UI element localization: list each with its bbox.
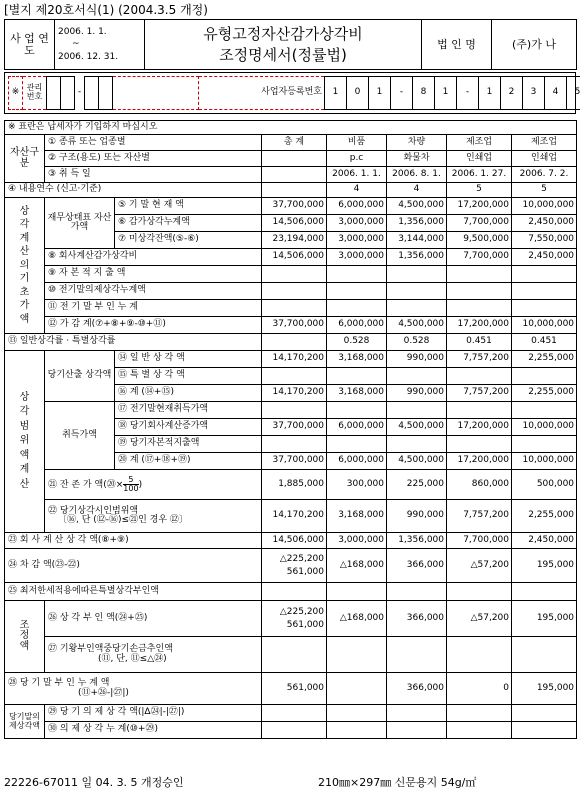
cell: 17,200,000 <box>447 317 512 334</box>
biz-digit: 8 <box>413 77 435 110</box>
notice-row: ※ 표란은 납세자가 기입하지 마십시오 <box>5 121 577 135</box>
col-header: 제조업 <box>447 135 512 151</box>
year-to: 2006. 12. 31. <box>58 51 119 62</box>
period-end-amount-label: ⑤ 기 말 현 재 액 <box>115 198 262 215</box>
cell <box>447 583 512 601</box>
biz-digit: 1 <box>435 77 457 110</box>
difference-label: ㉔ 차 감 액(㉓-㉒) <box>5 549 262 583</box>
period-end-disallowed-line2: (⑪+㉖-|㉗|) <box>78 687 129 698</box>
cell: 7,700,000 <box>447 533 512 549</box>
period-end-disallowed-line1: ㉘ 당 기 말 부 인 누 계 액 <box>8 678 110 689</box>
disallowed-depreciation-label: ㉖ 상 각 부 인 액(㉔+㉕) <box>45 601 262 637</box>
acquisition-date-label: ③ 취 득 일 <box>45 167 262 183</box>
cell <box>262 368 327 385</box>
residual-fraction <box>123 476 138 493</box>
cell <box>447 402 512 419</box>
cell: △57,200 <box>447 601 512 637</box>
cell: 4 <box>327 183 387 198</box>
reversal-label <box>45 637 262 673</box>
cell: 7,550,000 <box>512 232 577 249</box>
mgmt-box-4 <box>99 77 113 110</box>
cell: 6,000,000 <box>327 453 387 470</box>
allowed-limit-label <box>45 500 262 533</box>
asset-type-label: ① 종류 또는 업종별 <box>45 135 262 151</box>
cell <box>262 334 327 351</box>
cell: 7,700,000 <box>447 249 512 266</box>
cell: 4,500,000 <box>387 419 447 436</box>
cell: 17,200,000 <box>447 419 512 436</box>
id-row-table <box>8 76 580 110</box>
form-title-line1: 유형고정자산감가상각비 <box>203 25 363 44</box>
cell <box>387 637 447 673</box>
cell: 2006. 8. 1. <box>387 167 447 183</box>
cell: 2,450,000 <box>512 215 577 232</box>
cell: 2,450,000 <box>512 533 577 549</box>
cell <box>262 549 327 583</box>
biz-digit: 1 <box>325 77 347 110</box>
cell <box>512 722 577 739</box>
asset-structure-label: ② 구조(용도) 또는 자산별 <box>45 151 262 167</box>
cell <box>447 637 512 673</box>
cell <box>327 673 387 705</box>
cell: 인쇄업 <box>447 151 512 167</box>
allowed-limit-line2: 〔⑯, 단 (⑫-⑯)≤㉑인 경우 ⑫〕 <box>58 515 188 525</box>
cell <box>262 601 327 637</box>
current-deemed-label: ㉙ 당 기 의 제 상 각 액(|Δ㉔|-|㉗|) <box>45 705 262 722</box>
cell: 0.528 <box>327 334 387 351</box>
cell: 1,885,000 <box>262 470 327 500</box>
col-header: 비품 <box>327 135 387 151</box>
footer-approval: 22226-67011 일 04. 3. 5 개정승인 <box>4 776 184 789</box>
undepreciated-balance-label: ⑦ 미상각잔액(⑤-⑥) <box>115 232 262 249</box>
main-table <box>4 120 577 739</box>
cell: 7,757,200 <box>447 351 512 368</box>
cell: 인쇄업 <box>512 151 577 167</box>
cell: 2006. 7. 2. <box>512 167 577 183</box>
cell <box>262 300 327 317</box>
cell: 195,000 <box>512 673 577 705</box>
general-depreciation-label: ⑭ 일 반 상 각 액 <box>115 351 262 368</box>
cell <box>512 637 577 673</box>
cell: 500,000 <box>512 470 577 500</box>
col-header: 차량 <box>387 135 447 151</box>
reversal-line1: ㉗ 기왕부인액중당기손금추인액 <box>48 644 173 655</box>
cell: 4,500,000 <box>387 453 447 470</box>
cell: 5 <box>512 183 577 198</box>
special-depreciation-label: ⑮ 특 별 상 각 액 <box>115 368 262 385</box>
form-number: [별지 제20호서식(1) (2004.3.5 개정) <box>4 3 208 17</box>
cell: 37,700,000 <box>262 317 327 334</box>
depreciation-subtotal-label: ⑯ 계 (⑭+⑮) <box>115 385 262 402</box>
cell <box>262 266 327 283</box>
cell: 561,000 <box>262 673 327 705</box>
company-depreciation-label: ⑧ 회사계산감가상각비 <box>45 249 262 266</box>
cell: 9,500,000 <box>447 232 512 249</box>
cell <box>447 266 512 283</box>
cell <box>512 300 577 317</box>
cell: 366,000 <box>387 549 447 583</box>
biz-digit: 1 <box>369 77 391 110</box>
cell <box>387 705 447 722</box>
cell: 7,757,200 <box>447 385 512 402</box>
cell <box>447 283 512 300</box>
allowed-limit-line1: ㉒ 당기상각시인범위액 <box>48 505 139 516</box>
cell: 1,356,000 <box>387 249 447 266</box>
residual-close-paren: ) <box>138 480 143 490</box>
cell: 3,000,000 <box>327 232 387 249</box>
cell: 1,356,000 <box>387 533 447 549</box>
cell: 225,000 <box>387 470 447 500</box>
biz-digit: 4 <box>545 77 567 110</box>
cell: 1,356,000 <box>387 215 447 232</box>
cell <box>262 705 327 722</box>
cell <box>327 705 387 722</box>
col-header: 제조업 <box>512 135 577 151</box>
cell: 0.451 <box>512 334 577 351</box>
business-year-period <box>55 20 145 70</box>
cell: 10,000,000 <box>512 419 577 436</box>
adjustment-group-label: 조정액 <box>5 601 45 673</box>
cell: 2006. 1. 1. <box>327 167 387 183</box>
cell <box>262 722 327 739</box>
difference-total-2: 561,000 <box>286 566 324 577</box>
cell: 14,506,000 <box>262 249 327 266</box>
cell: 0 <box>447 673 512 705</box>
cell <box>447 436 512 453</box>
cell: 3,168,000 <box>327 500 387 533</box>
cell: 990,000 <box>387 385 447 402</box>
cell <box>512 583 577 601</box>
cell: 6,000,000 <box>327 419 387 436</box>
cell: 3,168,000 <box>327 385 387 402</box>
mgmt-box-2 <box>61 77 75 110</box>
current-capex-label: ⑲ 당기자본적지출액 <box>115 436 262 453</box>
cell <box>327 436 387 453</box>
cell <box>447 705 512 722</box>
biz-digit: 2 <box>501 77 523 110</box>
col-header: 총 계 <box>262 135 327 151</box>
deemed-group-label: 당기말의제상각액 <box>5 705 45 739</box>
id-spacer <box>113 77 199 110</box>
cell <box>387 583 447 601</box>
cell <box>512 436 577 453</box>
form-title <box>145 20 422 70</box>
basis-group-label: 상각계산의기초가액 <box>5 198 45 334</box>
cell: 366,000 <box>387 673 447 705</box>
cell: 990,000 <box>387 500 447 533</box>
cell: 17,200,000 <box>447 453 512 470</box>
acquisition-value-sub: 취득가액 <box>45 402 115 470</box>
cell <box>447 300 512 317</box>
cell: 6,000,000 <box>327 317 387 334</box>
cell: 5 <box>447 183 512 198</box>
cell <box>512 283 577 300</box>
cell: 2,450,000 <box>512 249 577 266</box>
mgmt-box-3 <box>85 77 99 110</box>
mgmt-box-1 <box>47 77 61 110</box>
cell: 195,000 <box>512 601 577 637</box>
residual-value-text: ㉑ 잔 존 가 액(⑳× <box>48 480 124 490</box>
fraction-denominator: 100 <box>123 484 139 493</box>
cell <box>387 300 447 317</box>
cell: 3,000,000 <box>327 249 387 266</box>
cell <box>262 167 327 183</box>
cell: △168,000 <box>327 601 387 637</box>
cell: 14,506,000 <box>262 215 327 232</box>
cell: 6,000,000 <box>327 198 387 215</box>
asset-group-label: 자산구분 <box>5 135 45 183</box>
cell: 990,000 <box>387 351 447 368</box>
business-year-label: 사 업 연 도 <box>5 20 55 70</box>
cell <box>262 583 327 601</box>
current-increase-label: ⑱ 당기회사계산증가액 <box>115 419 262 436</box>
cell: 3,168,000 <box>327 351 387 368</box>
reversal-line2: (⑪, 단, ⑪≤△㉔) <box>98 653 167 664</box>
cell: 2,255,000 <box>512 500 577 533</box>
cell: 195,000 <box>512 549 577 583</box>
cell <box>512 705 577 722</box>
cell: p.c <box>327 151 387 167</box>
cell <box>262 637 327 673</box>
company-computed-depreciation-label: ㉓ 회 사 계 산 상 각 액(⑧+⑨) <box>5 533 262 549</box>
cell: 3,144,000 <box>387 232 447 249</box>
cell <box>447 368 512 385</box>
cell: 0.451 <box>447 334 512 351</box>
form-title-line2: 조정명세서(정률법) <box>219 45 347 64</box>
year-from: 2006. 1. 1. <box>58 27 107 38</box>
cell: 37,700,000 <box>262 198 327 215</box>
cell: 17,200,000 <box>447 198 512 215</box>
period-end-disallowed-label <box>5 673 262 705</box>
cell <box>262 151 327 167</box>
cell: 14,170,200 <box>262 385 327 402</box>
biz-digit: 1 <box>479 77 501 110</box>
footer-paper-spec: 210㎜×297㎜ 신문용지 54g/㎡ <box>318 776 477 789</box>
cell <box>262 283 327 300</box>
cell <box>387 722 447 739</box>
cell <box>327 368 387 385</box>
top-header-table <box>4 19 577 70</box>
cell: 10,000,000 <box>512 198 577 215</box>
biz-digit: 0 <box>347 77 369 110</box>
management-number-label: 관리번호 <box>23 77 47 110</box>
cell <box>327 402 387 419</box>
cell <box>387 368 447 385</box>
cell: 3,000,000 <box>327 533 387 549</box>
cell <box>387 266 447 283</box>
difference-total-1: △225,200 <box>279 553 324 564</box>
cell <box>327 283 387 300</box>
cell: 860,000 <box>447 470 512 500</box>
cell: 14,170,200 <box>262 351 327 368</box>
cell <box>387 402 447 419</box>
cell: 300,000 <box>327 470 387 500</box>
adjust-total-1: △225,200 <box>279 606 324 617</box>
cell <box>262 183 327 198</box>
cell: 0.528 <box>387 334 447 351</box>
cell <box>512 266 577 283</box>
cell: 4,500,000 <box>387 317 447 334</box>
business-number-label: 사업자등록번호 <box>199 77 325 110</box>
biz-digit: 3 <box>523 77 545 110</box>
cell: 3,000,000 <box>327 215 387 232</box>
prior-disallowed-label: ⑪ 전 기 말 부 인 누 계 <box>45 300 262 317</box>
limit-group-label: 상각범위액계산 <box>5 351 45 533</box>
cell: △168,000 <box>327 549 387 583</box>
cell: 37,700,000 <box>262 419 327 436</box>
cell: 10,000,000 <box>512 453 577 470</box>
cell: 7,700,000 <box>447 215 512 232</box>
cell <box>512 368 577 385</box>
cell: 화물차 <box>387 151 447 167</box>
adjust-total-2: 561,000 <box>286 619 324 630</box>
cell: 4,500,000 <box>387 198 447 215</box>
useful-life-label: ④ 내용연수 (신고·기준) <box>5 183 262 198</box>
cell: 4 <box>387 183 447 198</box>
cell <box>327 637 387 673</box>
cell <box>262 402 327 419</box>
cell: 7,757,200 <box>447 500 512 533</box>
deemed-accumulated-label: ㉚ 의 제 상 각 누 계(⑩+㉙) <box>45 722 262 739</box>
cell <box>447 722 512 739</box>
cell <box>327 722 387 739</box>
prior-deemed-depreciation-label: ⑩ 전기말의제상각누계액 <box>45 283 262 300</box>
mgmt-dash: - <box>77 87 82 98</box>
cell: 37,700,000 <box>262 453 327 470</box>
cell <box>512 402 577 419</box>
year-tilde: ~ <box>72 39 80 50</box>
biz-digit: - <box>391 77 413 110</box>
depreciation-rate-label: ⑬ 일반상각률 · 특별상각률 <box>5 334 262 351</box>
id-mark: ※ <box>9 77 23 110</box>
cell <box>327 300 387 317</box>
biz-digit: 5 <box>567 77 580 110</box>
current-period-depreciation-sub: 당기산출 상각액 <box>45 351 115 402</box>
cell: △57,200 <box>447 549 512 583</box>
cell: 2006. 1. 27. <box>447 167 512 183</box>
biz-digit: - <box>457 77 479 110</box>
adjusted-total-label: ⑫ 가 감 계(⑦+⑧+⑨-⑩+⑪) <box>45 317 262 334</box>
cell: 23,194,000 <box>262 232 327 249</box>
cell: 14,170,200 <box>262 500 327 533</box>
cell <box>327 266 387 283</box>
acquisition-total-label: ⑳ 계 (⑰+⑱+⑲) <box>115 453 262 470</box>
cell <box>262 436 327 453</box>
cell <box>387 436 447 453</box>
corporation-name: (주)가 나 <box>492 20 577 70</box>
cell: 10,000,000 <box>512 317 577 334</box>
fraction-numerator: 5 <box>123 476 138 485</box>
cell: 366,000 <box>387 601 447 637</box>
balance-sheet-sub-label: 재무상태표 자산가액 <box>45 198 115 249</box>
cell: 2,255,000 <box>512 351 577 368</box>
cell: 14,506,000 <box>262 533 327 549</box>
capital-expenditure-label: ⑨ 자 본 적 지 출 액 <box>45 266 262 283</box>
prior-acquisition-label: ⑰ 전기말현재취득가액 <box>115 402 262 419</box>
accumulated-depreciation-label: ⑥ 감가상각누계액 <box>115 215 262 232</box>
corporation-label: 법 인 명 <box>422 20 492 70</box>
residual-value-label <box>45 470 262 500</box>
cell <box>387 283 447 300</box>
cell: 2,255,000 <box>512 385 577 402</box>
cell <box>327 583 387 601</box>
minimum-tax-disallowance-label: ㉕ 최저한세적용에따른특별상각부인액 <box>5 583 262 601</box>
